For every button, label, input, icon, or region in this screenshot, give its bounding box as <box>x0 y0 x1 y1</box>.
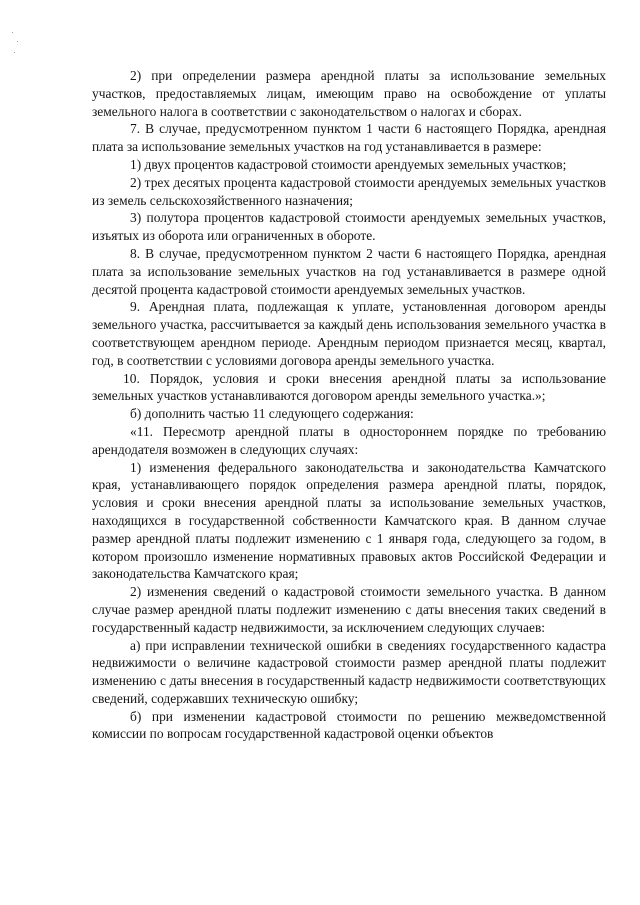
paragraph-item-7-3: 3) полутора процентов кадастровой стоимости арендуемых земельных участков, изъятых из оборота или ограниченных в обороте. <box>92 210 606 244</box>
paragraph-item-10: 10. Порядок, условия и сроки внесения арендной платы за использование земельных участков устанавливаются договором аренды земельного участка.»; <box>92 370 606 404</box>
paragraph-item-11-2-a: а) при исправлении технической ошибки в сведениях государственного кадастра недвижимости о величине кадастровой стоимости размер арендной платы подлежит изменению с даты внесения в государственный кадастр недвижимости соответствующих сведений, содержавших техническую ошибку; <box>92 637 606 706</box>
paragraph-item-11: «11. Пересмотр арендной платы в одностороннем порядке по требованию арендодателя возможен в следующих случаях: <box>92 423 606 457</box>
paragraph-item-9: 9. Арендная плата, подлежащая к уплате, установленная договором аренды земельного участка, рассчитывается за каждый день использования земельного участка в соответствующем арендном периоде. Арендным периодом признается месяц, квартал, год, в соответствии с условиями договора аренды земельного участка. <box>92 299 606 368</box>
paragraph-item-7: 7. В случае, предусмотренном пунктом 1 части 6 настоящего Порядка, арендная плата за использование земельных участков на год устанавливается в размере: <box>92 121 606 155</box>
paragraph-item-7-1: 1) двух процентов кадастровой стоимости арендуемых земельных участков; <box>130 156 567 172</box>
document-body <box>92 67 606 743</box>
paragraph-item-11-1: 1) изменения федерального законодательства и законодательства Камчатского края, устанавливающего порядок определения размера арендной платы, порядок, условия и сроки внесения арендной платы за использование земельных участков, находящихся в государственной собственности Камчатского края. В данном случае размер арендной платы подлежит изменению с 1 января года, следующего за годом, в котором произошло изменение нормативных правовых актов Российской Федерации и законодательства Камчатского края; <box>92 459 606 582</box>
paragraph-item-11-2-b: б) при изменении кадастровой стоимости по решению межведомственной комиссии по вопросам государственной кадастровой оценки объектов <box>92 708 606 742</box>
paragraph-rate-exemption: 2) при определении размера арендной платы за использование земельных участков, предоставляемых лицам, имеющим право на освобождение от уплаты земельного налога в соответствии с законодательством о налогах и сборах. <box>92 68 606 119</box>
paragraph-item-7-2: 2) трех десятых процента кадастровой стоимости арендуемых земельных участков из земель сельскохозяйственного назначения; <box>92 174 606 208</box>
paragraph-amendment-b: б) дополнить частью 11 следующего содержания: <box>130 406 414 422</box>
scan-artifact-dots <box>8 32 20 62</box>
paragraph-item-8: 8. В случае, предусмотренном пунктом 2 части 6 настоящего Порядка, арендная плата за использование земельных участков на год устанавливается в размере одной десятой процента кадастровой стоимости арендуемых земельных участков. <box>92 245 606 297</box>
paragraph-item-11-2: 2) изменения сведений о кадастровой стоимости земельного участка. В данном случае размер арендной платы подлежит изменению с даты внесения таких сведений в государственный кадастр недвижимости, за исключением следующих случаев: <box>92 584 606 635</box>
